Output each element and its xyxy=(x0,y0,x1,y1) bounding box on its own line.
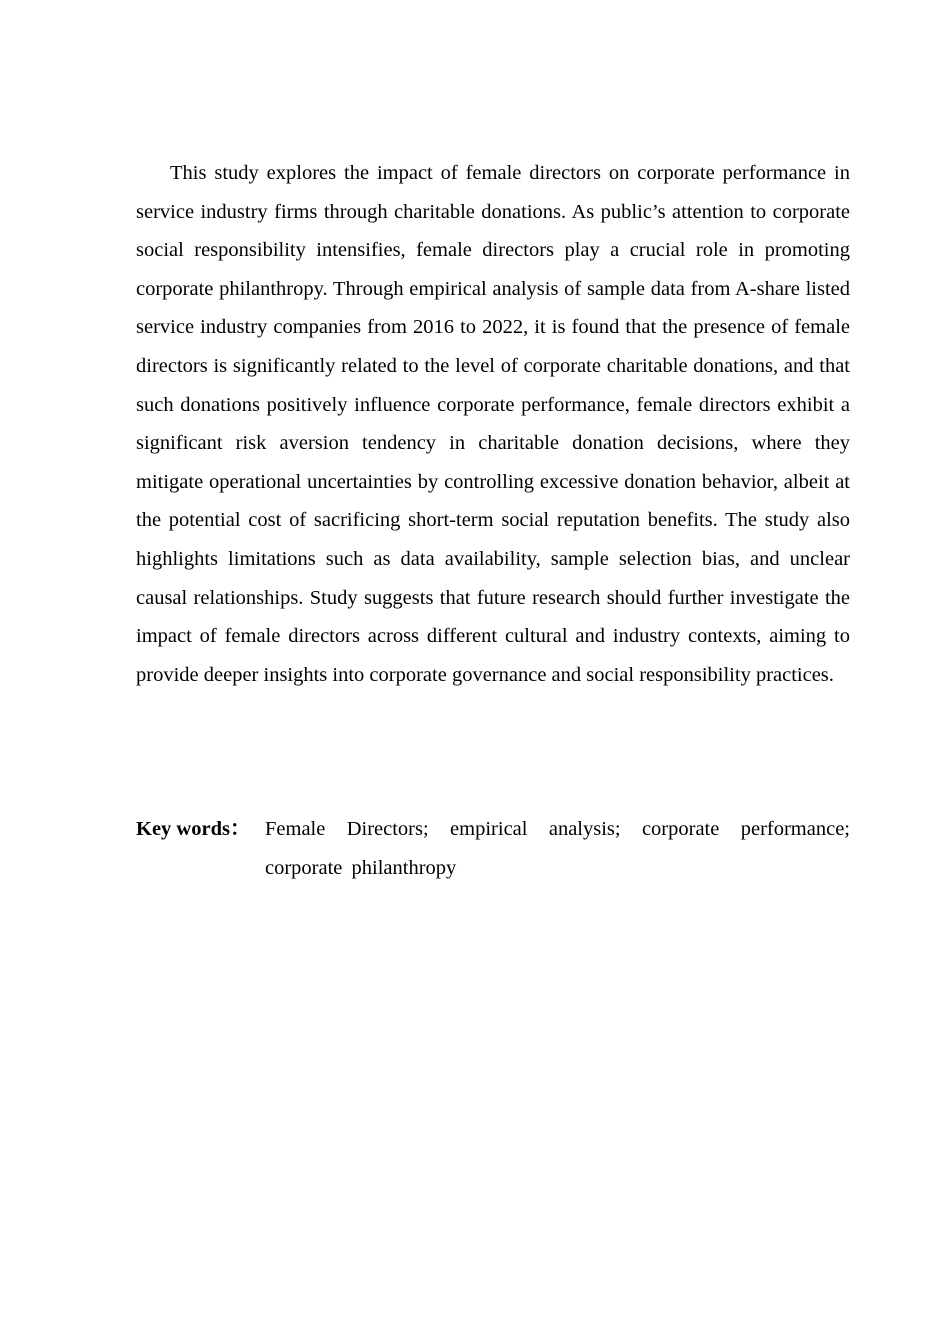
keywords-label: Key words： xyxy=(136,818,251,840)
keywords-text: Female Directors; empirical analysis; corporate performance; corporate philanthropy xyxy=(265,818,850,879)
abstract-paragraph: This study explores the impact of female directors on corporate performance in service industry firms through charitable donations. As public’s attention to corporate social responsibility intensifies, female directors play a crucial role in promoting corporate philanthropy. Through empirical analysis of sample data from A-share listed service industry companies from 2016 to 2022, it is found that the presence of female directors is significantly related to the level of corporate charitable donations, and that such donations positively influence corporate performance, female directors exhibit a significant risk aversion tendency in charitable donation decisions, where they mitigate operational uncertainties by controlling excessive donation behavior, albeit at the potential cost of sacrificing short-term social reputation benefits. The study also highlights limitations such as data availability, sample selection bias, and unclear causal relationships. Study suggests that future research should further investigate the impact of female directors across different cultural and industry contexts, aiming to provide deeper insights into corporate governance and social responsibility practices. xyxy=(136,162,850,686)
keywords-section xyxy=(136,810,850,887)
